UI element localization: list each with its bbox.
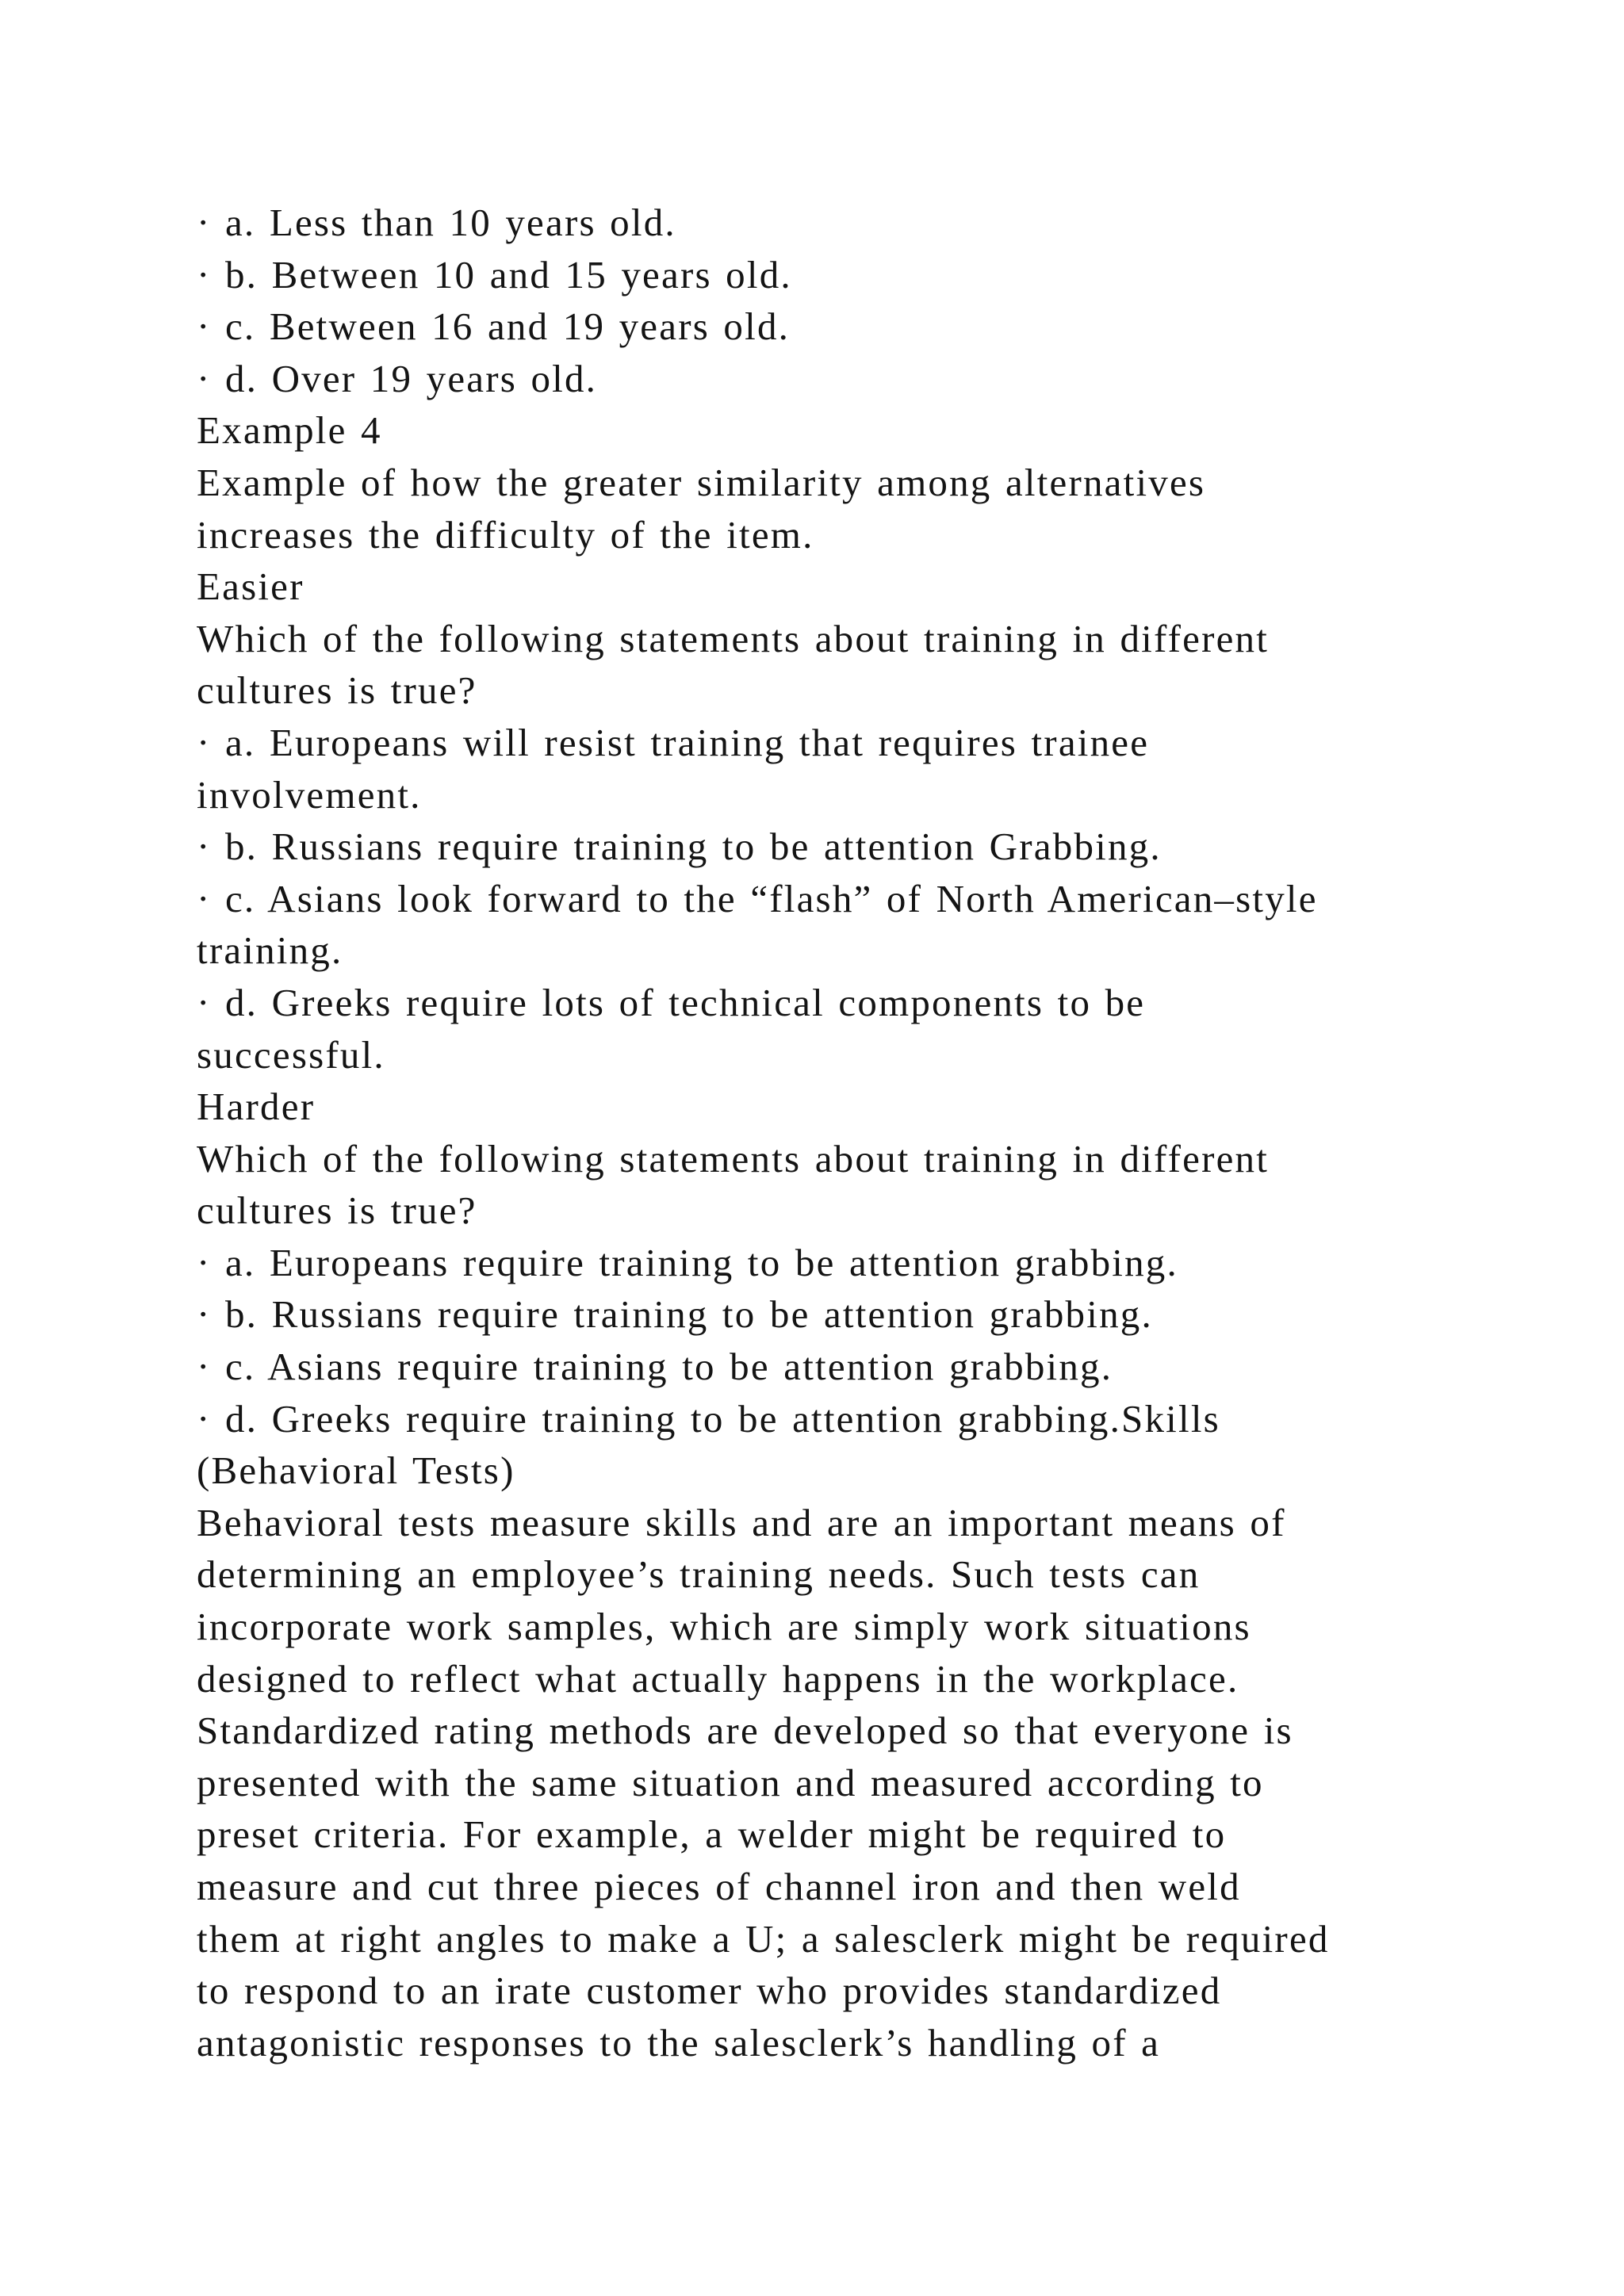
- text-line: · d. Over 19 years old.: [197, 356, 598, 400]
- subheading-harder: Harder: [197, 1085, 316, 1129]
- text-line: increases the difficulty of the item.: [197, 512, 814, 557]
- document-text: [197, 197, 1497, 2068]
- text-line: antagonistic responses to the salesclerk’s handling of a: [197, 2020, 1161, 2064]
- text-line: involvement.: [197, 772, 422, 817]
- text-line: presented with the same situation and measured according to: [197, 1760, 1264, 1804]
- text-line: · b. Russians require training to be attention grabbing.: [197, 1292, 1153, 1337]
- text-line: determining an employee’s training needs. Such tests can: [197, 1552, 1201, 1597]
- text-line: · b. Between 10 and 15 years old.: [197, 252, 792, 297]
- text-line: preset criteria. For example, a welder might be required to: [197, 1812, 1227, 1857]
- text-line: · c. Asians look forward to the “flash” of North American–style: [197, 876, 1318, 920]
- text-line: measure and cut three pieces of channel iron and then weld: [197, 1865, 1241, 1908]
- text-line: cultures is true?: [197, 668, 477, 713]
- text-line: Which of the following statements about training in different: [197, 616, 1270, 660]
- text-line: Example of how the greater similarity among alternatives: [197, 460, 1206, 504]
- text-line: designed to reflect what actually happens in the workplace.: [197, 1656, 1239, 1701]
- text-line: · d. Greeks require lots of technical components to be: [197, 980, 1146, 1024]
- text-line: training.: [197, 928, 343, 973]
- text-line: cultures is true?: [197, 1188, 477, 1233]
- text-line: to respond to an irate customer who provides standardized: [197, 1969, 1222, 2013]
- text-line: · c. Between 16 and 19 years old.: [197, 304, 791, 349]
- text-line: · b. Russians require training to be attention Grabbing.: [197, 825, 1162, 869]
- text-line: · a. Europeans require training to be attention grabbing.: [197, 1240, 1178, 1284]
- text-line: · a. Europeans will resist training that requires trainee: [197, 720, 1150, 764]
- text-line: successful.: [197, 1032, 385, 1077]
- section-heading: Example 4: [197, 408, 382, 453]
- text-line: Standardized rating methods are developed so that everyone is: [197, 1709, 1293, 1753]
- text-line: · d. Greeks require training to be attention grabbing.Skills: [197, 1396, 1220, 1441]
- text-line: Behavioral tests measure skills and are an important means of: [197, 1500, 1286, 1544]
- text-line: incorporate work samples, which are simply work situations: [197, 1605, 1251, 1649]
- subheading-easier: Easier: [197, 564, 304, 609]
- text-line: Which of the following statements about training in different: [197, 1136, 1270, 1181]
- text-line: · c. Asians require training to be attention grabbing.: [197, 1345, 1113, 1389]
- text-line: · a. Less than 10 years old.: [197, 201, 676, 244]
- text-line: them at right angles to make a U; a salesclerk might be required: [197, 1916, 1330, 1961]
- text-line: (Behavioral Tests): [197, 1448, 515, 1493]
